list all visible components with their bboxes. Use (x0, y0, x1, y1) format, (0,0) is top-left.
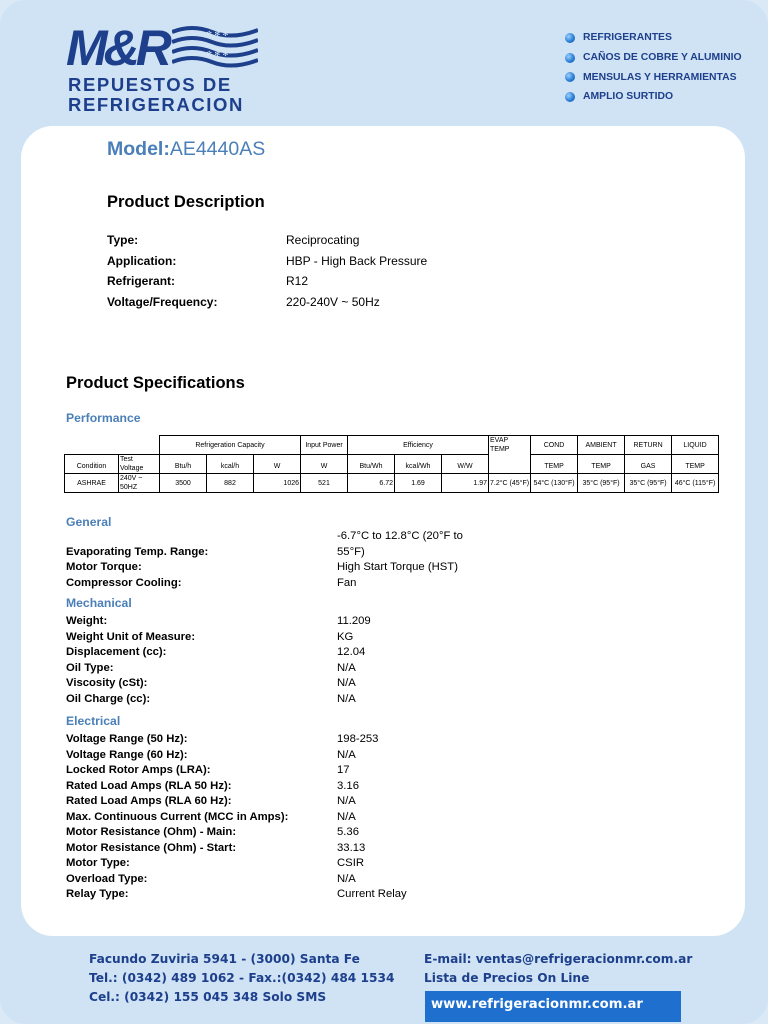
electrical-heading: Electrical (66, 714, 121, 728)
list-item: Displacement (cc): 12.04 (66, 646, 366, 658)
list-item: Voltage Range (50 Hz): 198-253 (66, 733, 379, 745)
logo-line-1: REPUESTOS DE (68, 74, 232, 95)
column-header: Btu/Wh (348, 455, 395, 474)
performance-heading: Performance (66, 411, 141, 425)
bullet-dot-icon (565, 53, 575, 63)
bullet-item: MENSULAS Y HERRAMIENTAS (565, 67, 742, 87)
bullet-dot-icon (565, 72, 575, 82)
group-header: EVAP TEMP (489, 436, 531, 474)
column-header: TEMP (531, 455, 578, 474)
column-header: Test Voltage (119, 455, 160, 474)
column-header: TEMP (578, 455, 625, 474)
table-cell: 46°C (115°F) (672, 474, 719, 493)
group-header: Refrigeration Capacity (160, 436, 301, 455)
list-item: Motor Resistance (Ohm) - Start: 33.13 (66, 841, 366, 854)
column-header: GAS (625, 455, 672, 474)
table-cell: 240V ~ 50HZ (119, 474, 160, 493)
column-header: Btu/h (160, 455, 207, 474)
column-header: kcal/Wh (395, 455, 442, 474)
column-header: W/W (442, 455, 489, 474)
footer-cell: Cel.: (0342) 155 045 348 Solo SMS (89, 990, 327, 1004)
website-link[interactable]: www.refrigeracionmr.com.ar (425, 991, 681, 1022)
list-item: Rated Load Amps (RLA 60 Hz): N/A (66, 795, 356, 807)
footer-email[interactable]: E-mail: ventas@refrigeracionmr.com.ar (424, 952, 693, 966)
footer-address: Facundo Zuviria 5941 - (3000) Santa Fe (89, 952, 360, 966)
list-item: Voltage Range (60 Hz): N/A (66, 748, 356, 761)
table-cell: 35°C (95°F) (625, 474, 672, 493)
group-header: AMBIENT (578, 436, 625, 455)
product-specifications-heading: Product Specifications (66, 374, 245, 392)
column-header: kcal/h (207, 455, 254, 474)
svg-text:✻ ✻ ✻ ✻ ✻ ✻: ✻ ✻ ✻ ✻ ✻ ✻ (182, 30, 229, 38)
table-cell: 882 (207, 474, 254, 493)
general-heading: General (66, 515, 112, 529)
model-value: AE4440AS (169, 138, 266, 160)
group-header: Efficiency (348, 436, 489, 455)
bullet-item: REFRIGERANTES (565, 28, 742, 48)
description-row: Voltage/Frequency: 220-240V ~ 50Hz (107, 294, 380, 309)
column-header: Condition (65, 455, 119, 474)
footer-price-list: Lista de Precios On Line (424, 971, 590, 985)
bullet-item: AMPLIO SURTIDO (565, 87, 742, 107)
table-row (65, 474, 719, 493)
table-row (65, 436, 719, 455)
column-header: W (301, 455, 348, 474)
model-label: Model: (107, 138, 170, 160)
bullet-dot-icon (565, 92, 575, 102)
list-item: Motor Torque: High Start Torque (HST) (66, 561, 458, 573)
bullet-dot-icon (565, 33, 575, 43)
group-header: Input Power (301, 436, 348, 455)
mechanical-heading: Mechanical (66, 596, 132, 610)
group-header: RETURN (625, 436, 672, 455)
list-item: Compressor Cooling: Fan (66, 576, 357, 589)
company-logo (66, 20, 266, 115)
description-row: Refrigerant: R12 (107, 274, 309, 289)
list-item: Motor Type: CSIR (66, 857, 364, 869)
table-cell: 6.72 (348, 474, 395, 493)
description-row: Type: Reciprocating (107, 233, 360, 248)
group-header: COND (531, 436, 578, 455)
table-cell: ASHRAE (65, 474, 119, 493)
header-bullet-list (565, 28, 742, 107)
table-cell: 1026 (254, 474, 301, 493)
table-cell: 54°C (130°F) (531, 474, 578, 493)
table-cell: 1.97 (442, 474, 489, 493)
list-item: Evaporating Temp. Range: 55°F) (66, 545, 365, 558)
model-title (107, 138, 265, 161)
list-item: Relay Type: Current Relay (66, 888, 407, 900)
description-row: Application: HBP - High Back Pressure (107, 253, 428, 268)
list-item: Rated Load Amps (RLA 50 Hz): 3.16 (66, 779, 359, 792)
list-item: Locked Rotor Amps (LRA): 17 (66, 764, 350, 776)
list-item: Weight Unit of Measure: KG (66, 630, 354, 643)
list-item: Viscosity (cSt): N/A (66, 677, 356, 689)
group-header: LIQUID (672, 436, 719, 455)
table-cell: 1.69 (395, 474, 442, 493)
table-row (65, 455, 719, 474)
electrical-list (66, 732, 486, 903)
performance-table (64, 435, 719, 493)
table-cell: 35°C (95°F) (578, 474, 625, 493)
logo-mark: M&R (66, 20, 168, 76)
list-item: Max. Continuous Current (MCC in Amps): N/A (66, 810, 356, 823)
logo-wave-icon (172, 24, 258, 74)
list-item: Motor Resistance (Ohm) - Main: 5.36 (66, 826, 359, 838)
column-header: TEMP (672, 455, 719, 474)
list-item: Overload Type: N/A (66, 872, 356, 885)
footer-contact (89, 950, 394, 1007)
table-cell: 3500 (160, 474, 207, 493)
logo-line-2: REFRIGERACION (68, 94, 244, 115)
general-list (66, 529, 486, 591)
product-description-heading: Product Description (107, 193, 265, 211)
list-item: Oil Charge (cc): N/A (66, 692, 356, 705)
column-header: W (254, 455, 301, 474)
list-item: Weight: 11.209 (66, 615, 371, 627)
footer-phone: Tel.: (0342) 489 1062 - Fax.:(0342) 484 1534 (89, 971, 395, 985)
svg-text:✻ ✻ ✻ ✻ ✻ ✻: ✻ ✻ ✻ ✻ ✻ ✻ (182, 50, 229, 58)
bullet-item: CAÑOS DE COBRE Y ALUMINIO (565, 48, 742, 68)
list-item: -6.7°C to 12.8°C (20°F to (337, 530, 463, 542)
table-cell: 7.2°C (45°F) (489, 474, 531, 493)
footer-online (424, 950, 692, 988)
list-item: Oil Type: N/A (66, 661, 356, 674)
description-list (107, 230, 427, 312)
mechanical-list (66, 614, 486, 707)
header (0, 0, 768, 130)
table-cell: 521 (301, 474, 348, 493)
